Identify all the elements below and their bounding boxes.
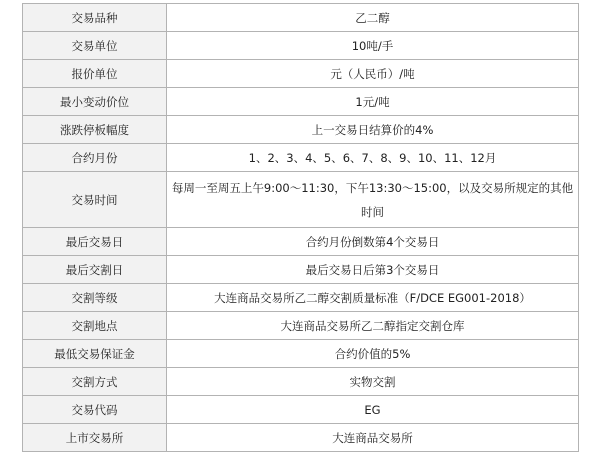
table-row	[23, 116, 579, 144]
row-value: 大连商品交易所乙二醇指定交割仓库	[167, 312, 579, 340]
row-label: 交易单位	[23, 32, 167, 60]
contract-spec-table	[22, 3, 579, 452]
row-value: 乙二醇	[167, 4, 579, 32]
row-label: 上市交易所	[23, 424, 167, 452]
row-label: 合约月份	[23, 144, 167, 172]
row-label: 最后交割日	[23, 256, 167, 284]
row-value: 实物交割	[167, 368, 579, 396]
row-label: 交易代码	[23, 396, 167, 424]
row-label: 涨跌停板幅度	[23, 116, 167, 144]
table-row	[23, 396, 579, 424]
row-label: 报价单位	[23, 60, 167, 88]
row-value: 10吨/手	[167, 32, 579, 60]
row-value: 元（人民币）/吨	[167, 60, 579, 88]
row-value: 上一交易日结算价的4%	[167, 116, 579, 144]
table-row	[23, 172, 579, 228]
row-label: 交易时间	[23, 172, 167, 228]
table-row	[23, 32, 579, 60]
row-label: 交易品种	[23, 4, 167, 32]
row-label: 交割地点	[23, 312, 167, 340]
row-value: EG	[167, 396, 579, 424]
table-row	[23, 88, 579, 116]
table-row	[23, 340, 579, 368]
row-label: 最后交易日	[23, 228, 167, 256]
table-row	[23, 424, 579, 452]
row-value: 1、2、3、4、5、6、7、8、9、10、11、12月	[167, 144, 579, 172]
table-row	[23, 312, 579, 340]
row-value: 大连商品交易所乙二醇交割质量标准（F/DCE EG001-2018）	[167, 284, 579, 312]
row-value: 最后交易日后第3个交易日	[167, 256, 579, 284]
row-label: 最小变动价位	[23, 88, 167, 116]
table-row	[23, 228, 579, 256]
row-label: 最低交易保证金	[23, 340, 167, 368]
row-value: 每周一至周五上午9:00～11:30，下午13:30～15:00，以及交易所规定的其他时间	[167, 172, 579, 228]
row-value: 合约价值的5%	[167, 340, 579, 368]
row-value: 合约月份倒数第4个交易日	[167, 228, 579, 256]
table-row	[23, 144, 579, 172]
row-label: 交割等级	[23, 284, 167, 312]
contract-spec-container	[22, 3, 579, 467]
table-row	[23, 256, 579, 284]
table-row	[23, 60, 579, 88]
row-value: 1元/吨	[167, 88, 579, 116]
row-value: 大连商品交易所	[167, 424, 579, 452]
table-row	[23, 368, 579, 396]
table-row	[23, 4, 579, 32]
table-row	[23, 284, 579, 312]
row-label: 交割方式	[23, 368, 167, 396]
